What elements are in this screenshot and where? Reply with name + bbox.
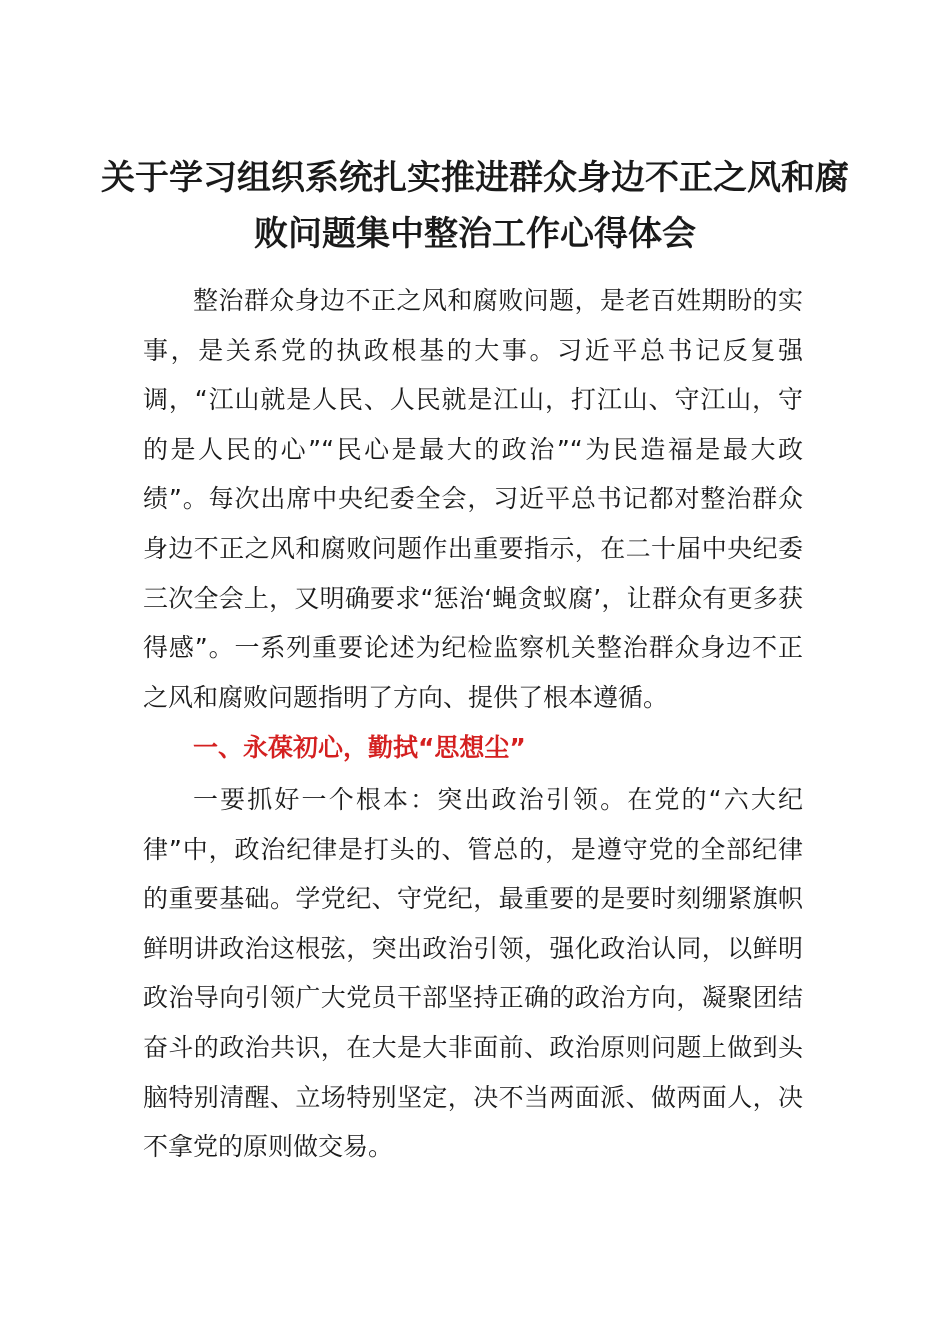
section-heading: 一、永葆初心，勤拭“思想尘” — [193, 733, 526, 762]
section-paragraph: 一要抓好一个根本：突出政治引领。在党的“六大纪律”中，政治纪律是打头的、管总的，是遵守党的全部纪律的重要基础。学党纪、守党纪，最重要的是要时刻绷紧旗帜鲜明讲政治这根弦，突出政治引领，强化政治认同，以鲜明政治导向引领广大党员干部坚持正确的政治方向，凝聚团结奋斗的政治共识，在大是大非面前、政治原则问题上做到头脑特别清醒、立场特别坚定，决不当两面派、做两面人，决不拿党的原则做交易。 — [143, 785, 803, 1162]
intro-paragraph: 整治群众身边不正之风和腐败问题，是老百姓期盼的实事，是关系党的执政根基的大事。习近平总书记反复强调，“江山就是人民、人民就是江山，打江山、守江山，守的是人民的心”“民心是最大的政治”“为民造福是最大政绩”。每次出席中央纪委全会，习近平总书记都对整治群众身边不正之风和腐败问题作出重要指示，在二十届中央纪委三次全会上，又明确要求“惩治‘蝇贪蚁腐’，让群众有更多获得感”。一系列重要论述为纪检监察机关整治群众身边不正之风和腐败问题指明了方向、提供了根本遵循。 — [143, 286, 803, 712]
document-title: 关于学习组织系统扎实推进群众身边不正之风和腐败问题集中整治工作心得体会 — [101, 158, 849, 254]
